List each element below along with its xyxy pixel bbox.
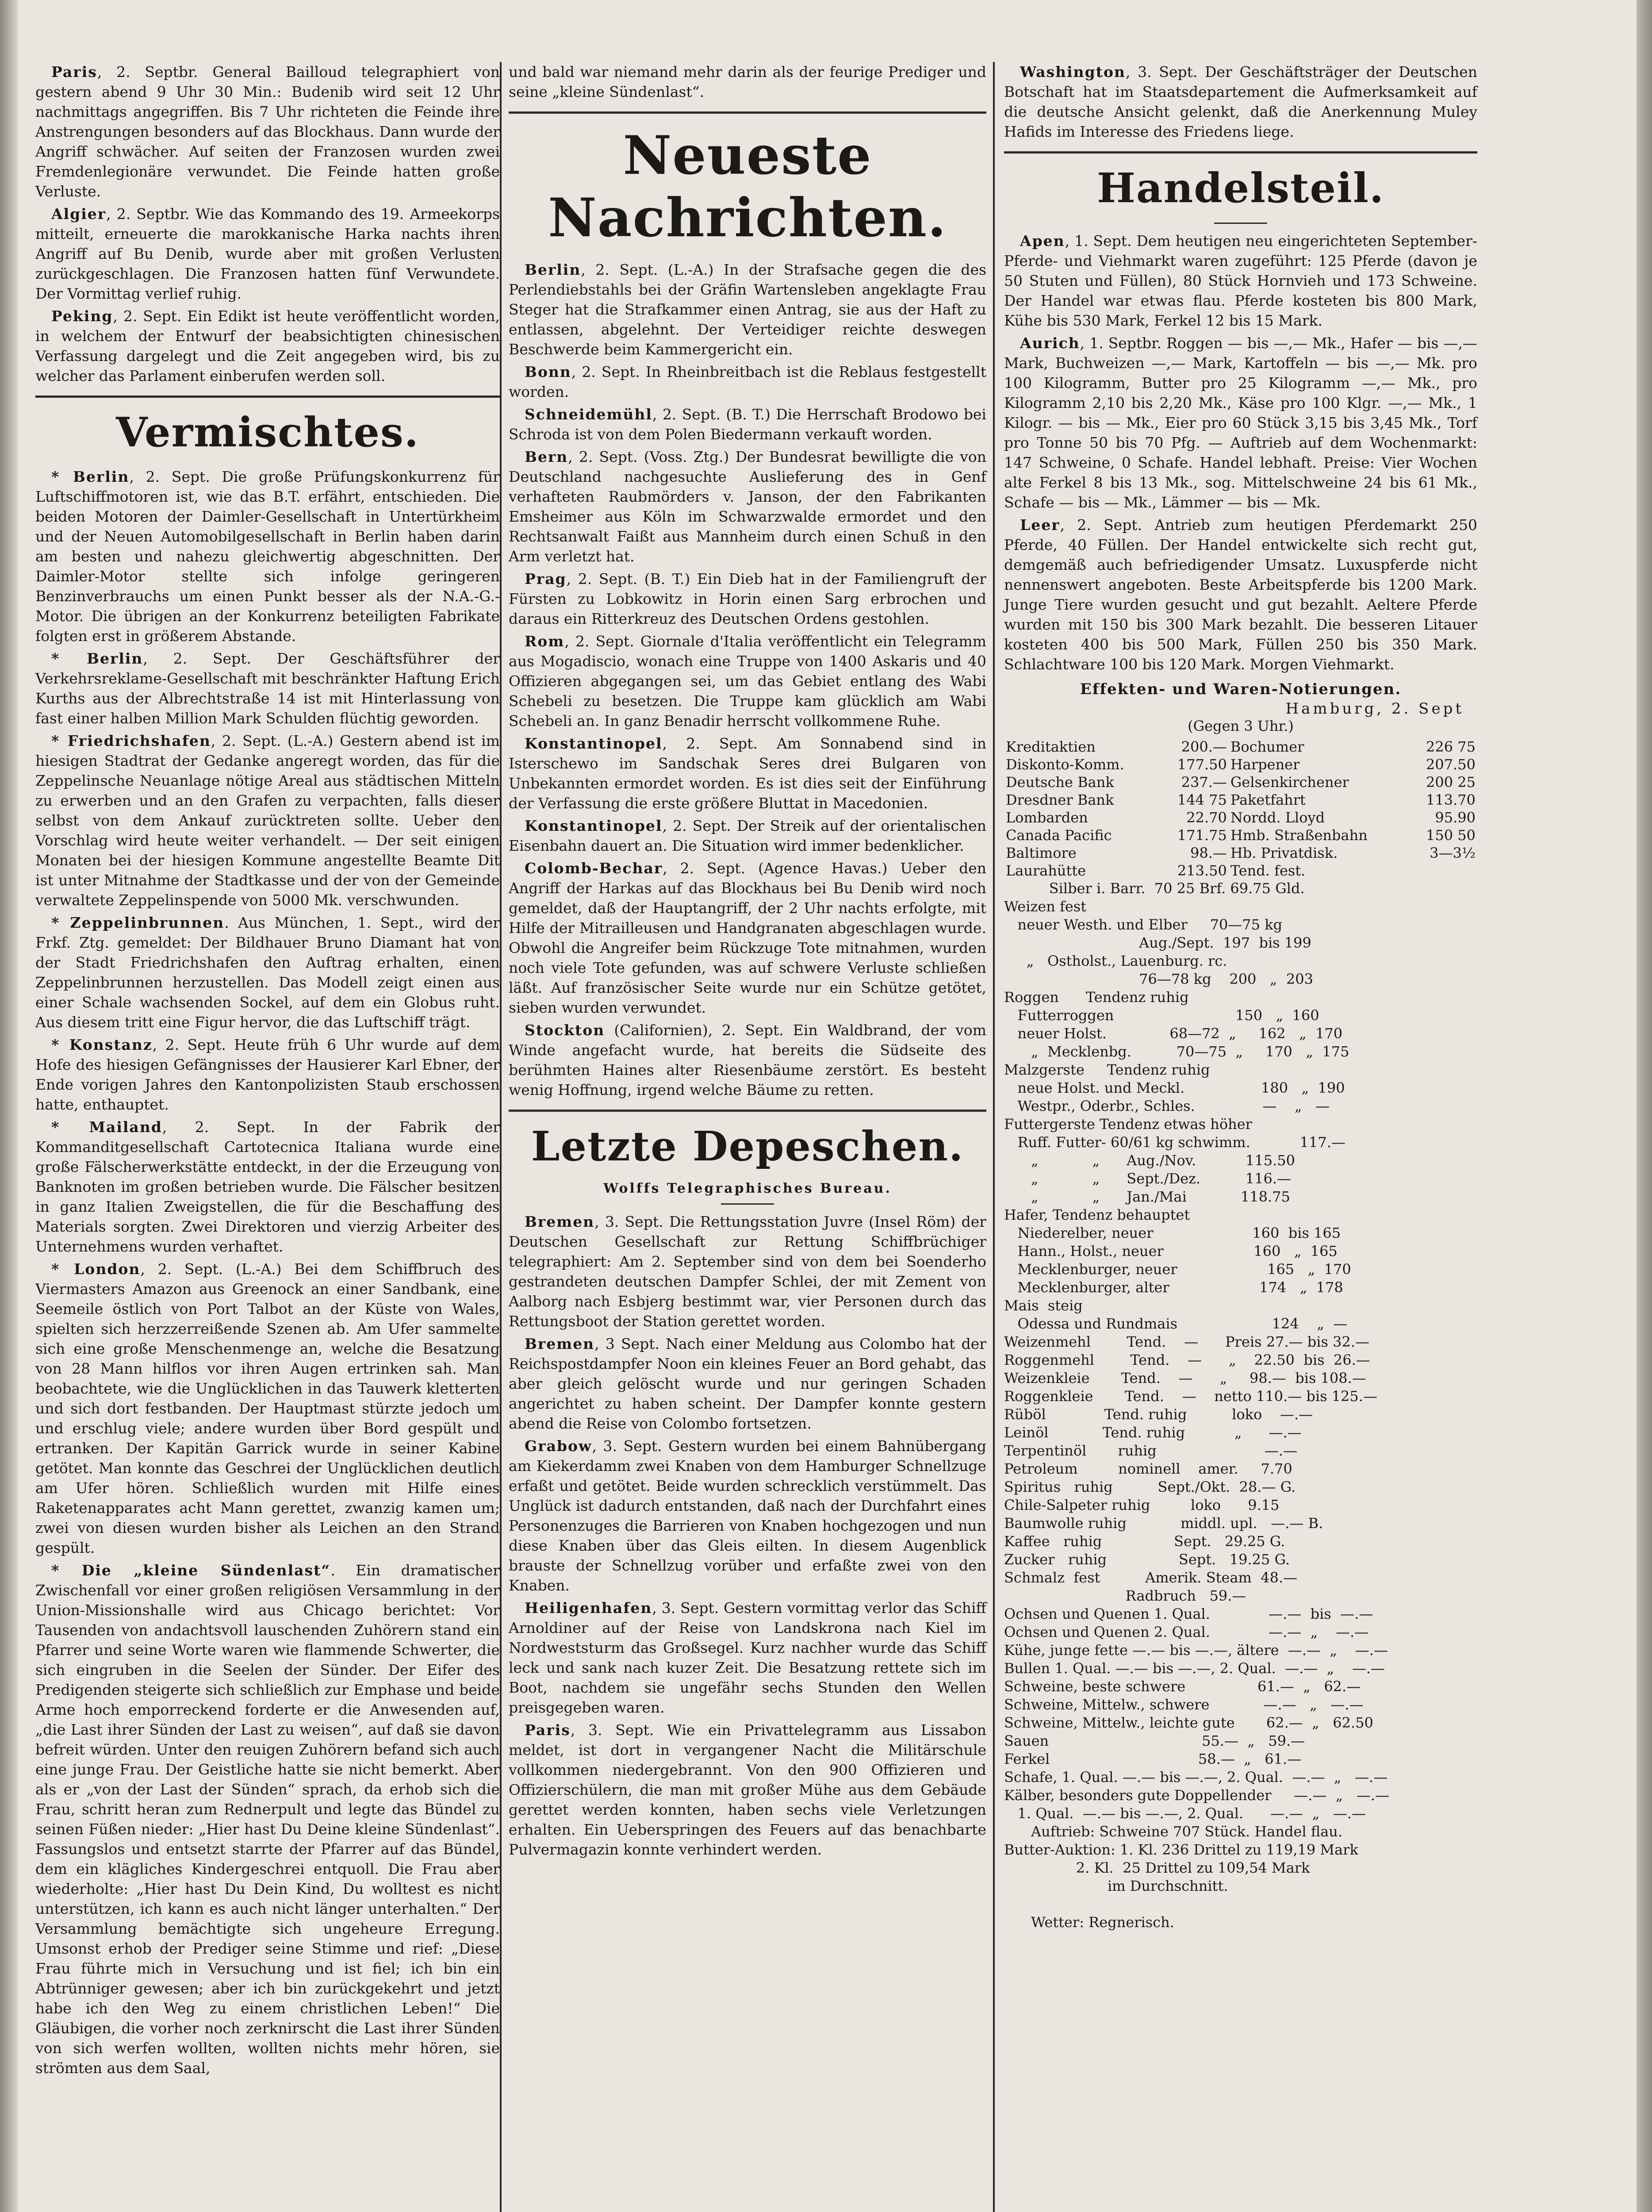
article-dateline: Konstantinopel xyxy=(525,735,663,752)
short-divider xyxy=(1214,223,1267,224)
commodity-line: Mecklenburger, alter 174 „ 178 xyxy=(1004,1279,1343,1296)
stock-row xyxy=(1004,773,1477,791)
washington-dispatch xyxy=(1004,62,1477,142)
commodity-line: Ruff. Futter- 60/61 kg schwimm. 117.— xyxy=(1004,1134,1345,1151)
article-dateline: Rom xyxy=(525,633,565,650)
section-title-neueste-nachrichten: Neueste Nachrichten. xyxy=(548,124,947,249)
news-article xyxy=(35,62,500,201)
stock-name: Gelsenkirchener xyxy=(1230,774,1349,791)
commodity-line: Hann., Holst., neuer 160 „ 165 xyxy=(1004,1243,1338,1260)
commodity-line: Schmalz fest Amerik. Steam 48.— xyxy=(1004,1569,1298,1586)
article-text: (Californien), 2. Sept. Ein Waldbrand, der vom Winde angefacht wurde, hat bereits die Südseite des berühmten Haines alter Riesenbäume zerstört. Es besteht wenig Hoffnung, irgend welche Bäume zu retten. xyxy=(509,1022,986,1098)
miscellaneous-articles xyxy=(35,467,500,2078)
commodity-line: Kälber, besonders gute Doppellender —.— „ —.— xyxy=(1004,1787,1390,1804)
article-dateline: Prag xyxy=(525,570,567,588)
news-article xyxy=(509,1212,986,1331)
article-dateline: Washington xyxy=(1020,63,1126,81)
news-article xyxy=(1004,231,1477,330)
commodity-line: Auftrieb: Schweine 707 Stück. Handel flau. xyxy=(1004,1823,1343,1840)
stock-name: Bochumer xyxy=(1230,738,1304,755)
article-text: , 1. Septbr. Roggen — bis —,— Mk., Hafer — bis —,— Mark, Buchweizen —,— Mark, Kartoffeln — bis —,— Mk. pro 100 Kilogramm, Butter pro 25 Kilogramm —,— Mk., pro Kilogramm 2,10 bis 2,20 Mk., Käse pro 100 Klgr. —,— Mk., 1 Kilogr. — bis — Mk., Eier pro 60 Stück 3,15 bis 3,45 Mk., Torf pro Tonne 50 bis 70 Pfg. — Auftrieb auf dem Wochenmarkt: 147 Schweine, 0 Schafe. Handel lebhaft. Preise: Vier Wochen alte Ferkel 8 bis 13 Mk., sog. Mittelschweine 24 bis 61 Mk., Schafe — bis — Mk., Lämmer — bis — Mk. xyxy=(1004,334,1477,511)
stock-price: 200.— xyxy=(1181,738,1227,755)
stock-name: Dresdner Bank xyxy=(1006,791,1114,808)
commodity-line: Silber i. Barr. 70 25 Brf. 69.75 Gld. xyxy=(1004,880,1305,897)
commodity-line: Futterroggen 150 „ 160 xyxy=(1004,1007,1319,1024)
news-article xyxy=(35,306,500,386)
article-text: , 3. Sept. Wie ein Privattelegramm aus Lissabon meldet, ist dort in vergangener Nacht die Militärschule vollkommen niedergebrannt. Von den 900 Offizieren und Offizierschülern, die man mit großer Mühe aus dem Gebäude gerettet werden konnten, haben sechs viele Verletzungen erhalten. Ein Ueberspringen des Feuers auf das benachbarte Pulvermagazin konnte verhindert werden. xyxy=(509,1721,986,1858)
article-dateline: Bonn xyxy=(525,363,571,380)
article-text: , 2. Sept. Die große Prüfungskonkurrenz für Luftschiffmotoren ist, wie das B.T. erfährt, entschieden. Die beiden Motoren der Daimler-Gesellschaft in Untertürkheim und der Neuen Automobilgesellschaft in Berlin haben darin am besten und nahezu gleichwertig abgeschnitten. Der Daimler-Motor stellte sich infolge geringeren Benzinverbrauchs um einen Punkt besser als der N.A.-G.-Motor. Die übrigen an der Konkurrenz beteiligten Fabrikate folgten erst in größerem Abstande. xyxy=(35,468,500,645)
commodity-line: Westpr., Oderbr., Schles. — „ — xyxy=(1004,1098,1330,1114)
news-article xyxy=(35,649,500,728)
column-rule xyxy=(993,62,995,2212)
article-dateline: Stockton xyxy=(525,1022,605,1039)
article-dateline: * Die „kleine Sündenlast“ xyxy=(51,1562,331,1579)
article-dateline: Paris xyxy=(525,1721,571,1739)
article-text: , 2. Sept. (L.-A.) Gestern abend ist im hiesigen Stadtrat der Gedanke angeregt worden, das für die Zeppelinsche Neuanlage nötige Areal aus städtischen Mitteln zu erwerben und an den Grafen zu verpachten, falls dieser selbst von dem Ankauf zurücktreten sollte. Ueber den Vorschlag wird heute weiter verhandelt. — Der seit einigen Monaten bei der hiesigen Kommune angestellte Beamte Dit ist unter Mitnahme der Stadtkasse und der von der Gemeinde verwaltete Zeppelinspende von 5000 Mk. verschwunden. xyxy=(35,732,500,909)
stock-price: 95.90 xyxy=(1435,809,1476,826)
article-text: , 2. Sept. (L.-A.) Bei dem Schiffbruch des Viermasters Amazon aus Greenock an einer Sandbank, eine Seemeile östlich von Port Talbot an der Küste von Wales, spielten sich herzzerreißende Szenen ab. Am Ufer sammelte sich eine große Menschenmenge an, welche die Besatzung von 28 Mann hilflos vor ihren Augen ertrinken sah. Man beobachtete, wie die Unglücklichen in das Tauwerk kletterten und sich dort festbanden. Der Hauptmast stürzte jedoch um und erschlug viele; andere wurden über Bord gespült und ertranken. Der Kapitän Garrick wurde in seiner Kabine getötet. Man konnte das Geschrei der Unglücklichen deutlich am Ufer hören. Schließlich wurden mit Hilfe eines Raketenapparates acht Mann gerettet, zwanzig kamen um; zwei von diesen wurden bisher als Leichen an den Strand gespült. xyxy=(35,1260,500,1556)
news-article xyxy=(35,467,500,646)
quotations-time: (Gegen 3 Uhr.) xyxy=(1188,718,1294,734)
article-text: , 2. Sept. In der Fabrik der Kommanditgesellschaft Cartotecnica Italiana wurde eine große Fälscherwerkstätte entdeckt, in der die Erzeugung von Banknoten im großen betrieben wurde. Die Fälscher besitzen in ganz Italien Zweigstellen, die für die Beschaffung des Materials sorgten. Zwei Direktoren und vierzig Arbeiter des Unternehmens wurden verhaftet. xyxy=(35,1118,500,1255)
stock-quotes-table xyxy=(1004,738,1477,879)
stock-row xyxy=(1004,844,1477,862)
article-text: , 2. Sept. Heute früh 6 Uhr wurde auf dem Hofe des hiesigen Gefängnisses der Hausierer Karl Ebner, der Ende vorigen Jahres den Kantonpolizisten Staub erschossen hatte, enthauptet. xyxy=(35,1036,500,1113)
article-text: , 2. Sept. Am Sonnabend sind in Isterschewo im Sandschak Seres drei Bulgaren von Unbekannten ermordet worden. Es ist dies seit der Einführung der Verfassung die erste größere Bluttat in Macedonien. xyxy=(509,735,986,812)
article-dateline: Peking xyxy=(51,307,113,325)
stock-price: 3—3½ xyxy=(1430,845,1476,861)
stock-name: Kreditaktien xyxy=(1006,738,1096,755)
article-text: , 2. Sept. Ein Edikt ist heute veröffentlicht worden, in welchem der Entwurf der beabsichtigten chinesischen Verfassung dargelegt und die Zeit angegeben wird, bis zu welcher das Parlament einberufen werden soll. xyxy=(35,307,500,384)
article-dateline: Bern xyxy=(525,448,568,465)
column-rule xyxy=(500,62,502,2212)
news-article xyxy=(509,858,986,1018)
commodity-line: Weizenmehl Tend. — Preis 27.— bis 32.— xyxy=(1004,1333,1369,1350)
commodity-line: Petroleum nominell amer. 7.70 xyxy=(1004,1460,1292,1477)
commodity-line: „ „ Jan./Mai 118.75 xyxy=(1004,1188,1290,1205)
stock-price xyxy=(1409,862,1477,879)
column-left xyxy=(35,62,500,2081)
wire-service-credit: Wolffs Telegraphisches Bureau. xyxy=(603,1181,892,1196)
article-dateline: Algier xyxy=(51,205,107,223)
stock-price: 237.— xyxy=(1181,774,1227,791)
article-dateline: * London xyxy=(51,1260,141,1278)
commodity-line: Weizen fest xyxy=(1004,898,1087,915)
commodity-line: Sauen 55.— „ 59.— xyxy=(1004,1732,1305,1749)
news-article xyxy=(35,1560,500,2078)
stock-row xyxy=(1004,809,1477,826)
commodity-line: Odessa und Rundmais 124 „ — xyxy=(1004,1315,1348,1332)
commodity-line: Niederelber, neuer 160 bis 165 xyxy=(1004,1225,1341,1241)
stock-price: 213.50 xyxy=(1177,862,1227,879)
commodity-line: „ Ostholst., Lauenburg. rc. xyxy=(1004,952,1227,969)
stock-row xyxy=(1004,862,1477,879)
article-dateline: Leer xyxy=(1020,516,1060,534)
news-article xyxy=(509,569,986,629)
commodity-line: Terpentinöl ruhig —.— xyxy=(1004,1442,1298,1459)
commodity-line: Aug./Sept. 197 bis 199 xyxy=(1004,934,1311,951)
commodity-line: 76—78 kg 200 „ 203 xyxy=(1004,971,1313,987)
commodity-line: Spiritus ruhig Sept./Okt. 28.— G. xyxy=(1004,1479,1296,1495)
short-divider xyxy=(721,1203,774,1205)
article-dateline: * Berlin xyxy=(51,650,143,667)
article-text: , 3. Sept. Gestern vormittag verlor das Schiff Arnoldiner auf der Reise von Landskrona nach Kiel im Nordweststurm das Großsegel. Kurz nachher wurde das Schiff leck und sank nach kuzer Zeit. Die Besatzung rettete sich im Boot, nachdem sie ungefähr sechs Stunden den Wellen preisgegeben waren. xyxy=(509,1599,986,1716)
article-dateline: Konstantinopel xyxy=(525,817,663,834)
stock-name: Lombarden xyxy=(1006,809,1088,826)
stock-row xyxy=(1004,756,1477,773)
commodity-line: Schafe, 1. Qual. —.— bis —.—, 2. Qual. —.— „ —.— xyxy=(1004,1769,1388,1786)
news-article xyxy=(1004,62,1477,142)
article-text: , 2. Sept. Giornale d'Italia veröffentlicht ein Telegramm aus Mogadiscio, wonach eine Truppe von 1400 Askaris und 40 Offizieren abgegangen sei, um das Gebiet entlang des Wabi Schebeli zu besetzen. Die Truppe kam glücklich am Wabi Schebeli an. In ganz Benadir herrscht vollkommene Ruhe. xyxy=(509,633,986,730)
article-text: , 2. Sept. Antrieb zum heutigen Pferdemarkt 250 Pferde, 40 Füllen. Der Handel entwickelte sich recht gut, demgemäß auch befriedigender Umsatz. Luxuspferde nicht nennenswert angeboten. Beste Arbeitspferde bis 1200 Mark. Junge Tiere wurden gesucht und gut bezahlt. Aeltere Pferde wurden mit 150 bis 300 Mark bezahlt. Die besseren Litauer kosteten 400 bis 500 Mark, Füllen 250 bis 350 Mark. Schlachtware 100 bis 120 Mark. Morgen Viehmarkt. xyxy=(1004,516,1477,673)
stock-name: Nordd. Lloyd xyxy=(1230,809,1325,826)
section-divider xyxy=(509,1110,986,1112)
commodity-quotes xyxy=(1004,879,1477,1932)
article-dateline: Bremen xyxy=(525,1335,595,1352)
article-dateline: * Zeppelinbrunnen xyxy=(51,914,225,931)
article-dateline: Paris xyxy=(51,63,97,81)
article-text: . Aus München, 1. Sept., wird der Frkf. Ztg. gemeldet: Der Bildhauer Bruno Diamant hat von der Stadt Friedrichshafen den Auftrag erhalten, einen Zeppelinbrunnen herzustellen. Das Modell zeigt einen aus einer Schale wachsenden Sockel, auf dem ein Globus ruht. Aus diesem tritt eine Figur hervor, die das Luftschiff trägt. xyxy=(35,914,500,1031)
news-article xyxy=(509,260,986,359)
article-text: , 2. Sept. (Voss. Ztg.) Der Bundesrat bewilligte die von Deutschland nachgesuchte Auslieferung des in Genf verhafteten Raubmörders v. Janson, der den Fabrikanten Emsheimer aus Köln im Schwarzwalde ermordet und den Rechtsanwalt Faißt aus Mannheim durch einen Schuß in den Arm verletzt hat. xyxy=(509,448,986,565)
commodity-line: Mecklenburger, neuer 165 „ 170 xyxy=(1004,1261,1351,1278)
commodity-line: Radbruch 59.— xyxy=(1004,1587,1246,1604)
news-article xyxy=(509,1436,986,1595)
news-article xyxy=(509,1598,986,1717)
commodity-line: Roggenkleie Tend. — netto 110.— bis 125.— xyxy=(1004,1388,1377,1405)
quotations-title: Effekten- und Waren-Notierungen. xyxy=(1080,680,1402,698)
commodity-line: neue Holst. und Meckl. 180 „ 190 xyxy=(1004,1079,1345,1096)
commodity-line xyxy=(1004,1895,1477,1913)
news-article xyxy=(1004,333,1477,512)
stock-price: 171.75 xyxy=(1177,827,1227,844)
section-title-vermischtes: Vermischtes. xyxy=(116,408,419,456)
article-text: , 1. Sept. Dem heutigen neu eingerichteten September-Pferde- und Viehmarkt waren zugeführt: 125 Pferde (davon je 50 Stuten und Füllen), 80 Stück Hornvieh und 173 Schweine. Der Handel war etwas flau. Pferde kosteten bis 800 Mark, Kühe bis 530 Mark, Ferkel 12 bis 15 Mark. xyxy=(1004,232,1477,329)
commodity-line: Chile-Salpeter ruhig loko 9.15 xyxy=(1004,1497,1280,1513)
article-dateline: * Friedrichshafen xyxy=(51,732,211,749)
article-dateline: * Berlin xyxy=(51,468,130,485)
commodity-line: Schweine, beste schwere 61.— „ 62.— xyxy=(1004,1678,1361,1695)
article-dateline: Grabow xyxy=(525,1437,592,1455)
commodity-line: Roggenmehl Tend. — „ 22.50 bis 26.— xyxy=(1004,1352,1370,1368)
foreign-news-block xyxy=(35,62,500,386)
commodity-line: Malzgerste Tendenz ruhig xyxy=(1004,1061,1210,1078)
news-article xyxy=(35,204,500,303)
stock-name: Harpener xyxy=(1230,756,1300,773)
news-article xyxy=(509,447,986,566)
market-reports xyxy=(1004,231,1477,674)
commodity-line: Kühe, junge fette —.— bis —.—, ältere —.— „ —.— xyxy=(1004,1642,1388,1659)
news-article xyxy=(509,631,986,731)
stock-name: Laurahütte xyxy=(1006,862,1086,879)
article-text: , 2. Sept. In Rheinbreitbach ist die Reblaus festgestellt worden. xyxy=(509,363,986,400)
commodity-line: Futtergerste Tendenz etwas höher xyxy=(1004,1116,1252,1133)
stock-price: 177.50 xyxy=(1177,756,1227,773)
commodity-line: „ „ Aug./Nov. 115.50 xyxy=(1004,1152,1296,1169)
quotations-city: Hamburg, 2. Sept xyxy=(1285,700,1464,718)
dispatch-articles xyxy=(509,1212,986,1859)
commodity-line: Leinöl Tend. ruhig „ —.— xyxy=(1004,1424,1302,1441)
article-dateline: Apen xyxy=(1020,232,1065,250)
stock-price: 226 75 xyxy=(1426,738,1476,755)
commodity-line: neuer Westh. und Elber 70—75 kg xyxy=(1004,916,1283,933)
stock-price: 113.70 xyxy=(1426,791,1476,808)
news-article xyxy=(509,816,986,856)
article-text: , 2. Sept. (B. T.) Ein Dieb hat in der Familiengruft der Fürsten zu Lobkowitz in Horin einen Sarg erbrochen und daraus ein Ritterkreuz des Deutschen Ordens gestohlen. xyxy=(509,570,986,627)
article-text: , 2. Sept. Der Geschäftsführer der Verkehrsreklame-Gesellschaft mit beschränkter Haftung Erich Kurths aus der Albrechtstraße 14 ist mit Hinterlassung von fast einer halben Million Mark Schulden flüchtig geworden. xyxy=(35,650,500,727)
article-dateline: Schneidemühl xyxy=(525,406,652,423)
stock-name: Baltimore xyxy=(1006,845,1077,861)
stock-price: 150 50 xyxy=(1426,827,1476,844)
news-article xyxy=(35,1035,500,1114)
stock-name: Diskonto-Komm. xyxy=(1006,756,1124,773)
section-divider xyxy=(35,396,500,398)
commodity-line: 2. Kl. 25 Drittel zu 109,54 Mark xyxy=(1004,1859,1310,1876)
commodity-line: Ferkel 58.— „ 61.— xyxy=(1004,1751,1302,1767)
article-text: , 2. Septbr. Wie das Kommando des 19. Armeekorps mitteilt, erneuerte die marokkanische Harka nachts ihren Angriff auf Bu Denib, wurde aber mit großen Verlusten zurückgeschlagen. Die Franzosen hatten fünf Verwundete. Der Vormittag verlief ruhig. xyxy=(35,205,500,302)
stock-name: Tend. fest. xyxy=(1230,862,1306,879)
commodity-line: Wetter: Regnerisch. xyxy=(1004,1914,1174,1931)
stock-price: 207.50 xyxy=(1426,756,1476,773)
stock-price: 98.— xyxy=(1190,845,1227,861)
article-text: , 2. Sept. Der Streik auf der orientalischen Eisenbahn dauert an. Die Situation wird immer bedenklicher. xyxy=(509,817,986,854)
commodity-line: Ochsen und Quenen 2. Qual. —.— „ —.— xyxy=(1004,1624,1369,1640)
commodity-line: „ „ Sept./Dez. 116.— xyxy=(1004,1170,1292,1187)
commodity-line: Hafer, Tendenz behauptet xyxy=(1004,1206,1190,1223)
section-divider xyxy=(1004,151,1477,154)
commodity-line: Bullen 1. Qual. —.— bis —.—, 2. Qual. —.— „ —.— xyxy=(1004,1660,1385,1677)
column-middle xyxy=(509,62,986,1862)
news-article xyxy=(509,1720,986,1859)
article-text: . Ein dramatischer Zwischenfall vor einer großen religiösen Versammlung in der Union-Missionshalle wird aus Chicago berichtet: Vor Tausenden von andachtsvoll lauschenden Zuhörern stand ein Pfarrer und seine Worte waren wie flammende Schwerter, die sich eingruben in die Seelen der Sünder. Der Eifer des Predigenden steigerte sich schließlich zur Emphase und beide Arme hoch emporreckend forderte er die Anwesenden auf, „die Last ihrer Sünden der Last zu weisen“, auf daß sie davon befreit würden. Unter den reuigen Zuhörern befand sich auch eine junge Frau. Der Geistliche hatte sie nicht bemerkt. Aber als er „von der Last der Sünden“ sprach, da erhob sich die Frau, schritt heran zum Rednerpult und legte das Bündel zu seinen Füßen nieder: „Hier hast Du Deine kleine Sündenlast“. Fassungslos und entsetzt starrte der Pfarrer auf das Bündel, dem ein klägliches Kindergeschrei entquoll. Die Frau aber wiederholte: „Hier hast Du Dein Kind, Du wolltest es nicht unterstützen, ich kann es auch nicht länger unterhalten.“ Der Versammlung bemächtigte sich ungeheure Erregung. Umsonst erhob der Prediger seine Stimme und rief: „Diese Frau führte mich in Versuchung und ist fiel; ich bin ein Abtrünniger gewesen; aber ich bin zurückgekehrt und jetzt habe ich den Weg zu einem christlichen Leben!“ Die Gläubigen, die vorher noch zerknirscht die Last ihrer Sünden von sich werfen wollten, wollten nichts mehr hören, sie strömten aus dem Saal, xyxy=(35,1562,500,2077)
section-divider xyxy=(509,111,986,114)
commodity-line: Mais steig xyxy=(1004,1297,1083,1314)
news-article xyxy=(509,1334,986,1433)
article-dateline: Colomb-Bechar xyxy=(525,860,663,877)
section-title-handelsteil: Handelsteil. xyxy=(1097,164,1384,212)
stock-name: Hb. Privatdisk. xyxy=(1230,845,1338,861)
stock-price: 200 25 xyxy=(1426,774,1476,791)
stock-row xyxy=(1004,826,1477,844)
commodity-line: Weizenkleie Tend. — „ 98.— bis 108.— xyxy=(1004,1370,1366,1386)
column-right xyxy=(1004,62,1477,1932)
stock-price: 22.70 xyxy=(1186,809,1227,826)
news-article xyxy=(509,362,986,402)
news-article xyxy=(509,733,986,813)
stock-row xyxy=(1004,738,1477,756)
commodity-line: Rüböl Tend. ruhig loko —.— xyxy=(1004,1406,1313,1423)
page-binding-shadow xyxy=(0,0,18,2212)
commodity-line: Kaffee ruhig Sept. 29.25 G. xyxy=(1004,1533,1285,1550)
article-text: , 2. Sept. (Agence Havas.) Ueber den Angriff der Harkas auf das Blockhaus bei Bu Denib wird noch gemeldet, daß der Hauptangriff, der 2 Uhr nachts erfolgte, mit Hilfe der Mitrailleusen und Handgranaten abgeschlagen wurde. Obwohl die Angreifer beim Rückzuge Tote mitnahmen, wurden noch viele Tote gefunden, was auf schwere Verluste schließen läßt. Auf französischer Seite wurde nur ein Schütze getötet, sieben wurden verwundet. xyxy=(509,860,986,1016)
news-article xyxy=(509,1020,986,1100)
stock-name: Deutsche Bank xyxy=(1006,774,1114,791)
commodity-line: 1. Qual. —.— bis —.—, 2. Qual. —.— „ —.— xyxy=(1004,1805,1366,1822)
stock-row xyxy=(1004,791,1477,809)
commodity-line: Zucker ruhig Sept. 19.25 G. xyxy=(1004,1551,1290,1568)
article-dateline: Heiligenhafen xyxy=(525,1599,652,1617)
commodity-line: Roggen Tendenz ruhig xyxy=(1004,989,1189,1006)
news-article xyxy=(35,1259,500,1558)
news-article xyxy=(35,1117,500,1256)
commodity-line: Schweine, Mittelw., leichte gute 62.— „ 62.50 xyxy=(1004,1714,1373,1731)
commodity-line: Baumwolle ruhig middl. upl. —.— B. xyxy=(1004,1515,1323,1532)
article-dateline: * Mailand xyxy=(51,1118,162,1136)
article-dateline: * Konstanz xyxy=(51,1036,153,1053)
article-text: , 3. Sept. Gestern wurden bei einem Bahnübergang am Kiekerdamm zwei Knaben von dem Hamburger Schnellzuge erfaßt und getötet. Beide wurden schrecklich verstümmelt. Das Unglück ist dadurch entstanden, daß nach der Durchfahrt eines Personenzuges die Barrieren von Knaben hochgezogen und nun diese Knaben über das Gleis eilten. In diesem Augenblick brauste der Schnellzug vorüber und erfaßte zwei von den Knaben. xyxy=(509,1437,986,1594)
commodity-line: neuer Holst. 68—72 „ 162 „ 170 xyxy=(1004,1025,1343,1042)
latest-news-articles xyxy=(509,260,986,1100)
article-text: , 2. Sept. (L.-A.) In der Strafsache gegen die des Perlendiebstahls bei der Gräfin Wartensleben angeklagte Frau Steger hat die Strafkammer einen Antrag, sie aus der Haft zu entlassen, abgelehnt. Der Verteidiger reichte deswegen Beschwerde beim Kammergericht ein. xyxy=(509,261,986,358)
news-article xyxy=(509,404,986,444)
commodity-line: „ Mecklenbg. 70—75 „ 170 „ 175 xyxy=(1004,1043,1349,1060)
commodity-line: Schweine, Mittelw., schwere —.— „ —.— xyxy=(1004,1696,1364,1713)
stock-name: Hmb. Straßenbahn xyxy=(1230,827,1368,844)
stock-name: Paketfahrt xyxy=(1230,791,1306,808)
article-dateline: Bremen xyxy=(525,1213,595,1230)
commodity-line: im Durchschnitt. xyxy=(1004,1878,1228,1894)
page-edge-shadow xyxy=(1637,0,1652,2212)
stock-name: Canada Pacific xyxy=(1006,827,1112,844)
article-dateline: Aurich xyxy=(1020,334,1080,352)
news-article xyxy=(35,913,500,1032)
article-text: , 2. Septbr. General Bailloud telegraphiert von gestern abend 9 Uhr 30 Min.: Budenib wird seit 12 Uhr nachmittags angegriffen. Bis 7 Uhr richteten die Feinde ihre Anstrengungen besonders auf das Blockhaus. Dann wurde der Angriff schwächer. Auf seiten der Franzosen wurden zwei Fremdenlegionäre verwundet. Die Feinde hatten große Verluste. xyxy=(35,63,500,200)
continued-article: und bald war niemand mehr darin als der feurige Prediger und seine „kleine Sündenlast“. xyxy=(509,63,986,100)
article-text: , 3. Sept. Der Geschäftsträger der Deutschen Botschaft hat im Staatsdepartement die Aufmerksamkeit auf die deutsche Ansicht gelenkt, daß die Anerkennung Muley Hafids im Interesse des Friedens liege. xyxy=(1004,63,1477,140)
stock-price: 144 75 xyxy=(1177,791,1227,808)
article-text: , 3. Sept. Die Rettungsstation Juvre (Insel Röm) der Deutschen Gesellschaft zur Rettung Schiffbrüchiger telegraphiert: Am 2. September sind von dem bei Soenderho gestrandeten deutschen Dampfer Schlei, der mit Zement von Aalborg nach Esbjerg bestimmt war, vier Personen durch das Rettungsboot der Station gerettet worden. xyxy=(509,1213,986,1330)
commodity-line: Butter-Auktion: 1. Kl. 236 Drittel zu 119,19 Mark xyxy=(1004,1841,1358,1858)
article-dateline: Berlin xyxy=(525,261,581,278)
section-title-letzte-depeschen: Letzte Depeschen. xyxy=(531,1122,964,1170)
article-text: , 2. Sept. (B. T.) Die Herrschaft Brodowo bei Schroda ist von dem Polen Biedermann verkauft worden. xyxy=(509,406,986,443)
news-article xyxy=(1004,515,1477,674)
article-text: , 3 Sept. Nach einer Meldung aus Colombo hat der Reichspostdampfer Noon ein kleines Feuer an Bord gehabt, das aber gleich gelöscht wurde und nur geringen Schaden angerichtet zu haben scheint. Der Dampfer konnte gestern abend die Reise von Colombo fortsetzen. xyxy=(509,1335,986,1432)
commodity-line: Ochsen und Quenen 1. Qual. —.— bis —.— xyxy=(1004,1605,1373,1622)
news-article xyxy=(35,731,500,910)
